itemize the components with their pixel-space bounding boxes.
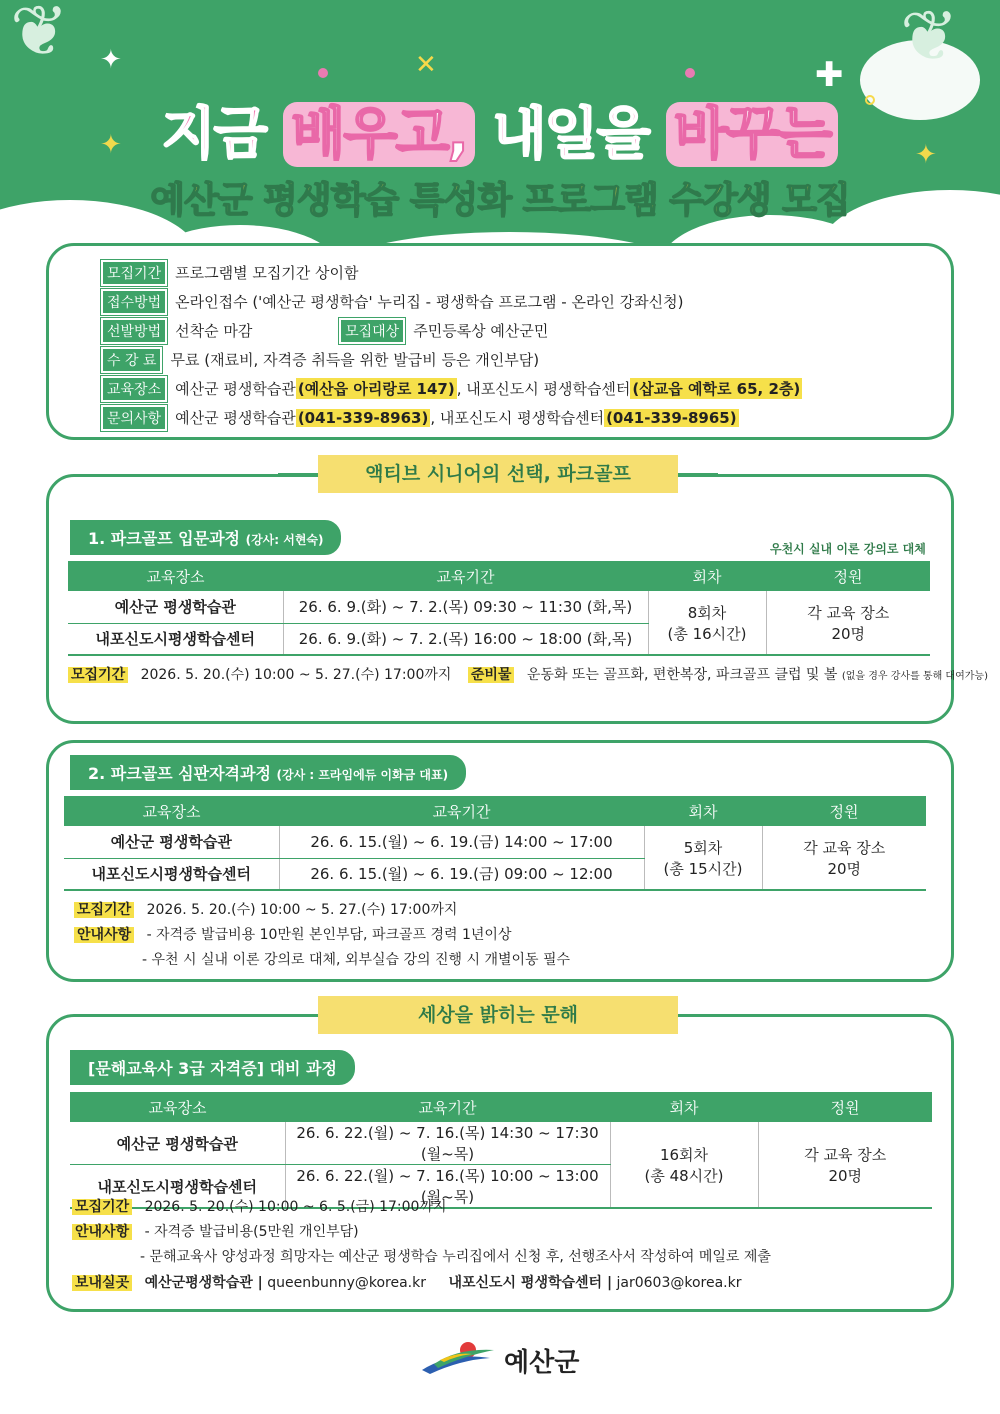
course2-title <box>68 753 468 792</box>
table-header: 정원 <box>766 561 930 591</box>
title-highlight: 바꾸는 <box>666 102 838 167</box>
course1-table <box>68 561 930 656</box>
count-cell <box>644 826 762 890</box>
info-tag: 수 강 료 <box>101 347 162 373</box>
table-header: 회차 <box>648 561 766 591</box>
table-header: 정원 <box>762 796 926 826</box>
info-tag: 모집기간 <box>101 260 167 286</box>
phone-highlight: (041-339-8963) <box>297 408 429 427</box>
recruit-label: 모집기간 <box>74 902 134 918</box>
subtitle: 예산군 평생학습 특성화 프로그램 수강생 모집 <box>150 180 850 221</box>
plus-icon: ✚ <box>815 55 844 95</box>
count-text: 5회차 <box>683 838 723 857</box>
table-header: 교육장소 <box>64 796 279 826</box>
prep-text: 운동화 또는 골프화, 편한복장, 파크골프 클럽 및 볼 <box>526 667 838 683</box>
location-cell: 예산군 평생학습관 <box>68 591 283 623</box>
course2-guide-line <box>74 924 511 944</box>
count-text: 8회차 <box>687 603 727 622</box>
period-cell: 26. 6. 22.(월) ~ 7. 16.(목) 14:30 ~ 17:30 (월~목) <box>285 1122 610 1165</box>
section-ribbon: 세상을 밝히는 문해 <box>318 996 678 1034</box>
sparkle-icon: ✦ <box>100 45 122 75</box>
info-text: 프로그램별 모집기간 상이함 <box>175 264 359 282</box>
course1-recruit-line <box>68 664 988 684</box>
hours-text: (총 48시간) <box>644 1166 724 1185</box>
title-word: 내일을 <box>492 102 649 167</box>
period-cell: 26. 6. 15.(월) ~ 6. 19.(금) 14:00 ~ 17:00 <box>279 826 644 858</box>
guide-text: - 문해교육사 양성과정 희망자는 예산군 평생학습 누리집에서 신청 후, 선행조사서 작성하여 메일로 제출 <box>140 1249 771 1265</box>
capacity-cell <box>766 591 930 655</box>
location-cell: 예산군 평생학습관 <box>64 826 279 858</box>
period-cell: 26. 6. 15.(월) ~ 6. 19.(금) 09:00 ~ 12:00 <box>279 858 644 890</box>
location-cell: 내포신도시평생학습센터 <box>68 623 283 655</box>
title-word: 지금 <box>161 102 266 167</box>
phone-highlight: (041-339-8965) <box>606 408 737 427</box>
capacity-count: 20명 <box>827 859 862 878</box>
info-text: 온라인접수 ('예산군 평생학습' 누리집 - 평생학습 프로그램 - 온라인 강좌신청) <box>175 293 684 311</box>
capacity-cell <box>758 1122 932 1208</box>
info-row <box>101 287 951 316</box>
recruit-text: 2026. 5. 20.(수) 10:00 ~ 5. 27.(수) 17:00까지 <box>146 902 458 918</box>
instructor-text: (강사 : 프라임에듀 이화금 대표) <box>276 768 449 782</box>
address-highlight: (삽교읍 예학로 65, 2층) <box>632 380 801 398</box>
info-tag: 모집대상 <box>339 318 405 344</box>
address-highlight: (예산읍 아리랑로 147) <box>297 380 455 398</box>
course3-recruit-line <box>72 1196 447 1216</box>
table-header: 회차 <box>644 796 762 826</box>
send-org: 예산군평생학습관 | <box>144 1275 263 1291</box>
info-text: , 내포신도시 평생학습센터 <box>456 380 631 398</box>
leaf-icon: ❦ <box>900 0 959 77</box>
course-title-text: 2. 파크골프 심판자격과정 <box>88 764 271 783</box>
main-title <box>0 90 1000 170</box>
info-text: 무료 (재료비, 자격증 취득을 위한 발급비 등은 개인부담) <box>170 351 540 369</box>
capacity-text: 각 교육 장소 <box>804 1145 887 1164</box>
info-text: 예산군 평생학습관 <box>175 380 296 398</box>
info-tag: 문의사항 <box>101 405 167 431</box>
guide-label: 안내사항 <box>74 927 134 943</box>
send-email[interactable]: jar0603@korea.kr <box>616 1275 742 1291</box>
table-header: 교육기간 <box>279 796 644 826</box>
recruit-label: 모집기간 <box>68 667 128 683</box>
course2-table <box>64 796 926 891</box>
table-header: 회차 <box>610 1092 758 1122</box>
leaf-icon: ❦ <box>10 0 69 72</box>
course3-title <box>68 1048 357 1087</box>
dot-shape <box>318 68 328 78</box>
send-label: 보내실곳 <box>72 1275 132 1291</box>
info-row <box>101 374 951 403</box>
info-row <box>101 345 951 374</box>
info-text: , 내포신도시 평생학습센터 <box>430 409 605 427</box>
table-header: 정원 <box>758 1092 932 1122</box>
instructor-text: (강사: 서현숙) <box>245 533 324 547</box>
guide-text: - 우천 시 실내 이론 강의로 대체, 외부실습 강의 진행 시 개별이동 필수 <box>142 952 571 968</box>
info-text: 선착순 마감 <box>175 322 253 340</box>
table-header: 교육장소 <box>68 561 283 591</box>
yesan-logo <box>420 1340 579 1380</box>
table-row <box>68 591 930 623</box>
info-tag: 접수방법 <box>101 289 167 315</box>
course-title-text: 1. 파크골프 입문과정 <box>88 529 240 548</box>
prep-label: 준비물 <box>468 667 515 683</box>
hours-text: (총 15시간) <box>663 859 743 878</box>
course2-recruit-line <box>74 899 457 919</box>
guide-text: - 자격증 발급비용 10만원 본인부담, 파크골프 경력 1년이상 <box>146 927 512 943</box>
table-header: 교육장소 <box>70 1092 285 1122</box>
period-cell: 26. 6. 9.(화) ~ 7. 2.(목) 16:00 ~ 18:00 (화,목) <box>283 623 648 655</box>
table-header: 교육기간 <box>285 1092 610 1122</box>
info-row <box>101 258 951 287</box>
send-email[interactable]: queenbunny@korea.kr <box>267 1275 426 1291</box>
info-box <box>46 243 954 440</box>
table-header: 교육기간 <box>283 561 648 591</box>
logo-text: 예산군 <box>504 1347 580 1378</box>
course-title-text: [문해교육사 3급 자격증] 대비 과정 <box>88 1059 337 1078</box>
period-cell: 26. 6. 9.(화) ~ 7. 2.(목) 09:30 ~ 11:30 (화,목) <box>283 591 648 623</box>
send-org: 내포신도시 평생학습센터 | <box>448 1275 613 1291</box>
course3-guide-line <box>72 1221 359 1241</box>
course3-table <box>70 1092 932 1209</box>
info-row <box>101 316 951 345</box>
capacity-count: 20명 <box>828 1166 863 1185</box>
prep-note: (없을 경우 강사를 통해 대여가능) <box>841 671 988 682</box>
location-cell: 내포신도시평생학습센터 <box>64 858 279 890</box>
hours-text: (총 16시간) <box>667 624 747 643</box>
course3-send-line <box>72 1272 742 1292</box>
course1-title <box>68 518 343 557</box>
count-text: 16회차 <box>659 1145 709 1164</box>
info-text: 주민등록상 예산군민 <box>413 322 549 340</box>
info-tag: 교육장소 <box>101 376 167 402</box>
info-tag: 선발방법 <box>101 318 167 344</box>
capacity-cell <box>762 826 926 890</box>
yesan-emblem-icon <box>420 1340 500 1380</box>
dot-shape <box>685 68 695 78</box>
title-highlight: 배우고, <box>283 102 475 167</box>
capacity-text: 각 교육 장소 <box>803 838 886 857</box>
count-cell <box>610 1122 758 1208</box>
location-cell: 예산군 평생학습관 <box>70 1122 285 1165</box>
table-row <box>70 1122 932 1165</box>
rain-note: 우천시 실내 이론 강의로 대체 <box>770 542 926 556</box>
cross-icon: ✕ <box>415 50 437 80</box>
period-cell: 26. 6. 22.(월) ~ 7. 16.(목) 10:00 ~ 13:00 (월~목) <box>285 1165 610 1209</box>
sparkle-icon: ✦ <box>100 130 122 160</box>
recruit-text: 2026. 5. 20.(수) 10:00 ~ 6. 5.(금) 17:00까지 <box>144 1199 447 1215</box>
guide-label: 안내사항 <box>72 1224 132 1240</box>
sparkle-icon: ✦ <box>915 140 937 170</box>
count-cell <box>648 591 766 655</box>
recruit-text: 2026. 5. 20.(수) 10:00 ~ 5. 27.(수) 17:00까지 <box>140 667 452 683</box>
recruit-label: 모집기간 <box>72 1199 132 1215</box>
info-text: 예산군 평생학습관 <box>175 409 296 427</box>
table-row <box>64 826 926 858</box>
section-ribbon: 액티브 시니어의 선택, 파크골프 <box>318 455 678 493</box>
capacity-count: 20명 <box>831 624 866 643</box>
info-row <box>101 403 951 432</box>
guide-text: - 자격증 발급비용(5만원 개인부담) <box>144 1224 359 1240</box>
location-cell: 내포신도시평생학습센터 <box>70 1165 285 1209</box>
capacity-text: 각 교육 장소 <box>807 603 890 622</box>
